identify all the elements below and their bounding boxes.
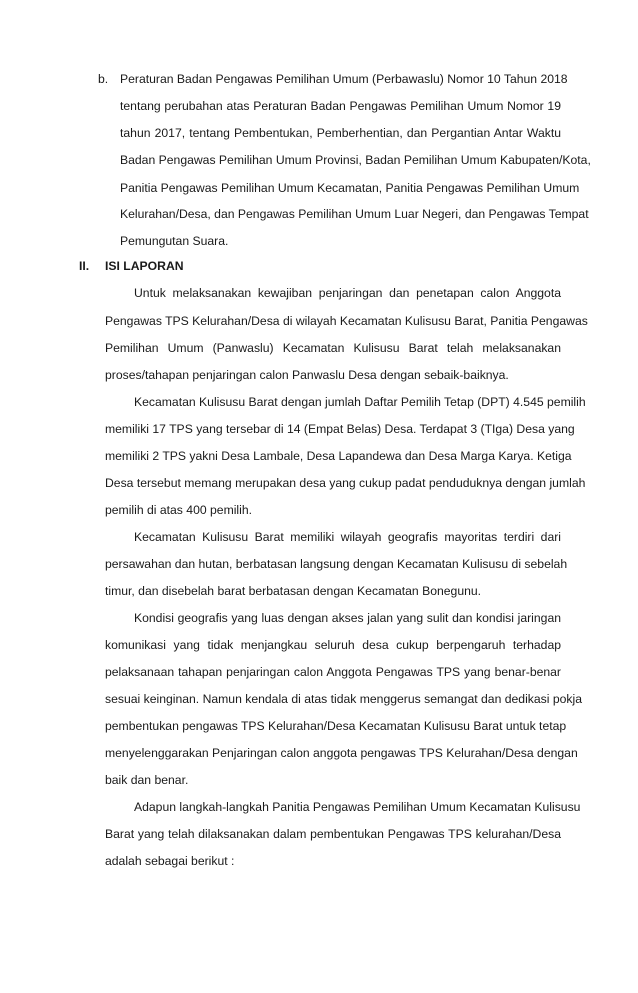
list-item-b-line: Pemungutan Suara. [120,234,229,248]
paragraph-line: Kecamatan Kulisusu Barat dengan jumlah Daftar Pemilih Tetap (DPT) 4.545 pemilih [134,395,586,409]
paragraph-line: timur, dan disebelah barat berbatasan dengan Kecamatan Bonegunu. [105,584,482,598]
section-number: II. [79,259,90,273]
paragraph-line: memiliki 17 TPS yang tersebar di 14 (Empat Belas) Desa. Terdapat 3 (TIga) Desa yang [105,422,575,436]
paragraph-line: persawahan dan hutan, berbatasan langsung dengan Kecamatan Kulisusu di sebelah [105,557,568,571]
list-item-b-line: Peraturan Badan Pengawas Pemilihan Umum (Perbawaslu) Nomor 10 Tahun 2018 [120,72,568,86]
paragraph-line: proses/tahapan penjaringan calon Panwaslu Desa dengan sebaik-baiknya. [105,368,509,382]
paragraph-line: menyelenggarakan Penjaringan calon anggota pengawas TPS Kelurahan/Desa dengan [105,746,578,760]
list-item-b-line: Kelurahan/Desa, dan Pengawas Pemilihan Umum Luar Negeri, dan Pengawas Tempat [120,207,589,221]
list-item-b-line: Panitia Pengawas Pemilihan Umum Kecamatan, Panitia Pengawas Pemilihan Umum [120,181,580,195]
paragraph-line: pelaksanaan tahapan penjaringan calon Anggota Pengawas TPS yang benar-benar [105,665,561,679]
paragraph-line: Kecamatan Kulisusu Barat memiliki wilayah geografis mayoritas terdiri dari [134,530,561,544]
paragraph-line: baik dan benar. [105,773,189,787]
paragraph-line: pemilih di atas 400 pemilih. [105,503,253,517]
paragraph-line: Desa tersebut memang merupakan desa yang cukup padat penduduknya dengan jumlah [105,476,586,490]
list-item-b-line: tentang perubahan atas Peraturan Badan Pengawas Pemilihan Umum Nomor 19 [120,99,561,113]
paragraph-line: Untuk melaksanakan kewajiban penjaringan dan penetapan calon Anggota [134,286,561,300]
paragraph-line: pembentukan pengawas TPS Kelurahan/Desa Kecamatan Kulisusu Barat untuk tetap [105,719,567,733]
list-item-b-line: Badan Pengawas Pemilihan Umum Provinsi, Badan Pemilihan Umum Kabupaten/Kota, [120,153,591,167]
paragraph-line: Kondisi geografis yang luas dengan akses jalan yang sulit dan kondisi jaringan [134,611,561,625]
list-marker-b: b. [98,72,109,86]
paragraph-line: adalah sebagai berikut : [105,854,235,868]
paragraph-line: memiliki 2 TPS yakni Desa Lambale, Desa Lapandewa dan Desa Marga Karya. Ketiga [105,449,572,463]
section-title: ISI LAPORAN [105,259,184,273]
paragraph-line: Barat yang telah dilaksanakan dalam pembentukan Pengawas TPS kelurahan/Desa [105,827,561,841]
paragraph-line: Pemilihan Umum (Panwaslu) Kecamatan Kulisusu Barat telah melaksanakan [105,341,561,355]
list-item-b-line: tahun 2017, tentang Pembentukan, Pemberhentian, dan Pergantian Antar Waktu [120,126,561,140]
paragraph-line: komunikasi yang tidak menjangkau seluruh desa cukup berpengaruh terhadap [105,638,561,652]
paragraph-line: Adapun langkah-langkah Panitia Pengawas Pemilihan Umum Kecamatan Kulisusu [134,800,581,814]
paragraph-line: sesuai keinginan. Namun kendala di atas tidak menggerus semangat dan dedikasi pokja [105,692,582,706]
paragraph-line: Pengawas TPS Kelurahan/Desa di wilayah Kecamatan Kulisusu Barat, Panitia Pengawas [105,314,588,328]
